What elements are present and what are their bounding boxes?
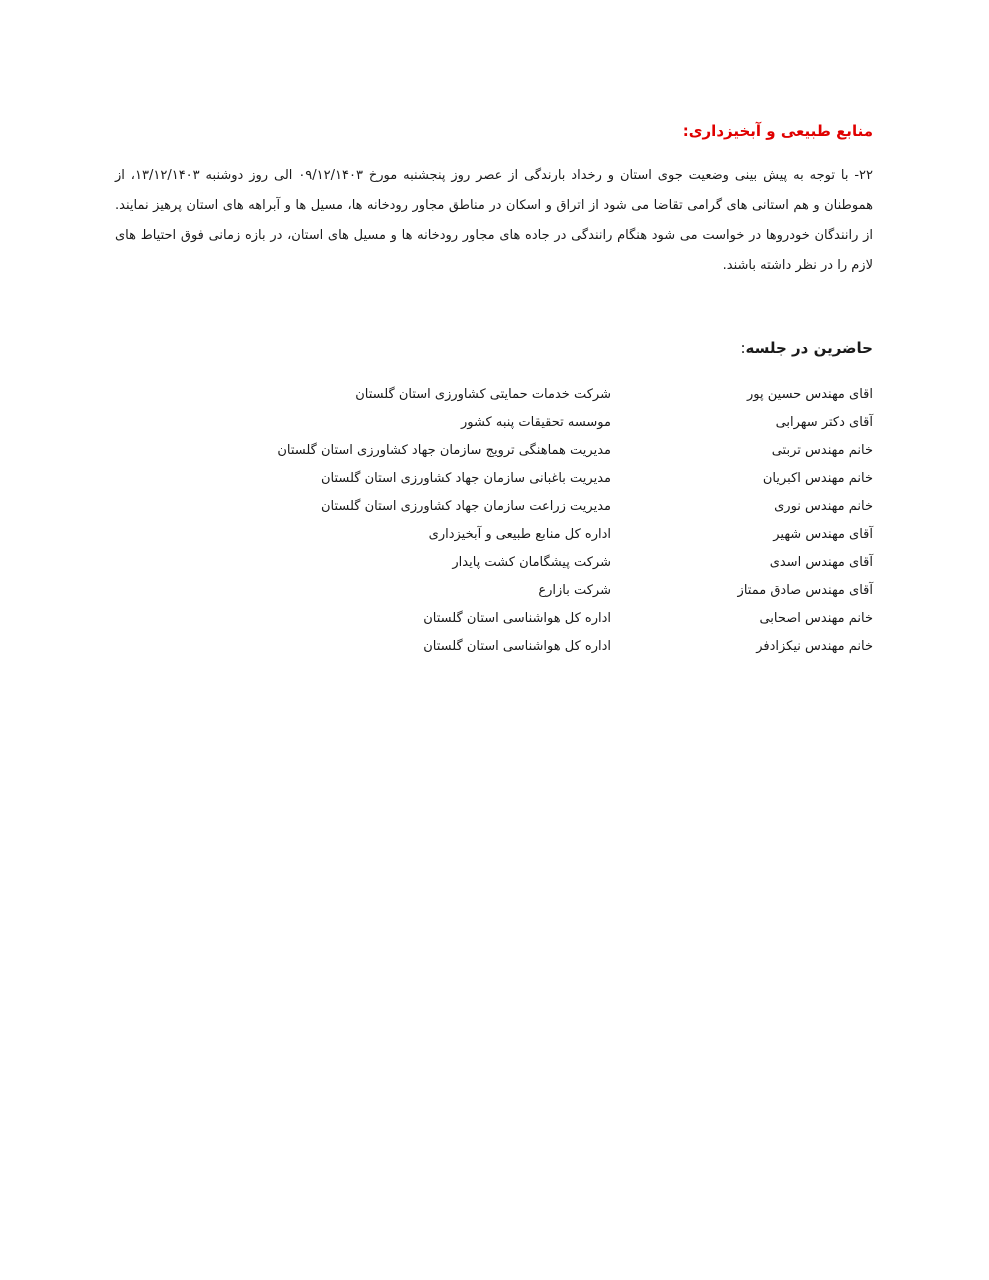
attendee-name: خانم مهندس اکبریان — [762, 471, 873, 486]
attendee-organization: مدیریت باغبانی سازمان جهاد کشاورزی استان گلستان — [320, 471, 611, 486]
attendee-name: آقای مهندس صادق ممتاز — [737, 583, 873, 598]
attendee-name: خانم مهندس تربتی — [771, 443, 873, 458]
attendee-row — [173, 381, 873, 409]
attendee-name: اقای مهندس حسین پور — [747, 387, 873, 402]
attendee-organization: اداره کل منابع طبیعی و آبخیزداری — [428, 527, 611, 542]
attendee-row — [173, 521, 873, 549]
attendee-name: آقای مهندس اسدی — [769, 555, 873, 570]
attendee-row — [173, 409, 873, 437]
attendee-organization: اداره کل هواشناسی استان گلستان — [423, 611, 611, 626]
attendee-row — [173, 577, 873, 605]
attendee-organization: مدیریت هماهنگی ترویج سازمان جهاد کشاورزی استان گلستان — [277, 443, 611, 458]
attendees-heading — [740, 339, 873, 357]
attendee-row — [173, 437, 873, 465]
announcement-paragraph: ۲۲- با توجه به پیش بینی وضعیت جوی استان و رخداد بارندگی از عصر روز پنجشنبه مورخ ۰۹/۱۲/۱۴۰۳ الی روز دوشنبه ۱۳/۱۲/۱۴۰۳، از هموطنان و هم استانی های گرامی تقاضا می شود از اتراق و اسکان در مناطق مجاور رودخانه ها، مسیل ها و آبراهه های استان پرهیز نمایند. از رانندگان خودروها در خواست می شود هنگام رانندگی در جاده های مجاور رودخانه ها و مسیل های استان، در بازه زمانی فوق احتیاط های لازم را در نظر داشته باشند. — [115, 168, 874, 273]
attendee-name: خانم مهندس اصحابی — [759, 611, 873, 626]
attendee-name: خانم مهندس نیکزادفر — [756, 639, 873, 654]
attendee-organization: موسسه تحقیقات پنبه کشور — [460, 415, 611, 430]
section-heading-natural-resources: منابع طبیعی و آبخیزداری: — [682, 122, 873, 140]
attendee-name: آقای دکتر سهرابی — [775, 415, 873, 430]
attendee-organization: اداره کل هواشناسی استان گلستان — [423, 639, 611, 654]
attendee-organization: شرکت پیشگامان کشت پایدار — [452, 555, 611, 570]
attendee-name: آقای مهندس شهیر — [773, 527, 873, 542]
attendee-name: خانم مهندس نوری — [774, 499, 873, 514]
attendee-row — [173, 633, 873, 661]
attendees-list — [173, 381, 873, 661]
attendee-row — [173, 493, 873, 521]
attendee-row — [173, 465, 873, 493]
attendee-row — [173, 605, 873, 633]
attendees-heading-label: حاضرین در جلسه — [745, 339, 873, 357]
attendees-heading-colon: : — [740, 339, 746, 357]
attendee-row — [173, 549, 873, 577]
attendee-organization: شرکت خدمات حمایتی کشاورزی استان گلستان — [355, 387, 611, 402]
attendee-organization: شرکت بازارع — [538, 583, 611, 598]
attendee-organization: مدیریت زراعت سازمان جهاد کشاورزی استان گلستان — [320, 499, 611, 514]
